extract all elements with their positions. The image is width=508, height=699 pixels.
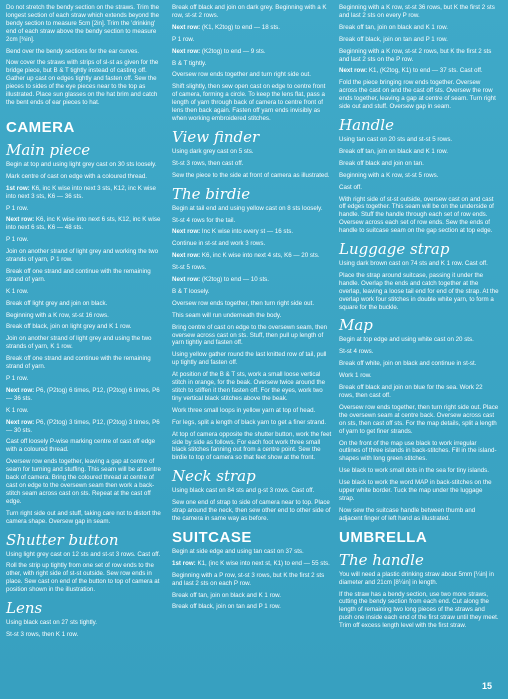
paragraph (172, 228, 332, 236)
paragraph: Using black cast on 84 sts and g-st 3 rows. Cast off. (172, 487, 315, 495)
paragraph: Begin at top and using light grey cast on 30 sts loosely. (6, 160, 157, 168)
paragraph: Cast off loosely P-wise marking centre of cast off edge with a coloured thread. (6, 438, 156, 454)
subsection-title-shutter-button: Shutter button (6, 530, 119, 549)
row-text: (K2tog) to end — 9 sts. (200, 47, 266, 55)
paragraph: Oversew row ends together, then turn right side out. (172, 299, 315, 307)
subsection-title-view-finder: View finder (172, 127, 260, 146)
paragraph: K 1 row. (6, 287, 29, 295)
paragraph: Break off light grey and join on black. (6, 299, 108, 307)
paragraph: Join on another strand of light grey and using the two strands of yarn, K 1 row. (6, 335, 152, 351)
subsection-title-main-piece: Main piece (6, 140, 91, 159)
paragraph: St-st 4 rows for the tail. (172, 216, 236, 224)
paragraph: Break off tan, join on black and K 1 row. (339, 23, 448, 31)
paragraph: K 1 row. (6, 406, 29, 414)
paragraph (172, 252, 332, 260)
row-text: K6, inc K wise into next 3 sts, K12, inc K wise into next 3 sts, K6 — 36 sts. (6, 184, 156, 200)
paragraph: Beginning with a K row, st-st 16 rows. (6, 311, 109, 319)
column-middle (172, 4, 332, 615)
paragraph: Continue in st-st and work 3 rows. (172, 240, 266, 248)
paragraph (6, 419, 164, 435)
paragraph: Using tan cast on 20 sts and st-st 5 rows. (339, 135, 453, 143)
section-title-suitcase: SUITCASE (172, 528, 252, 546)
row-label: Next row: (172, 47, 201, 55)
paragraph: On the front of the map use black to work irregular outlines of three islands in back-stitches. Fill in the island-shapes with long green stitches. (339, 439, 497, 463)
paragraph: Join on another strand of light grey and working the two strands of yarn, P 1 row. (6, 248, 159, 264)
paragraph (6, 216, 164, 232)
paragraph: P 1 row. (172, 35, 195, 43)
paragraph: B & T tightly. (172, 59, 207, 67)
row-text: P6, (P2tog) 3 times, P12, (P2tog) 3 times, P6 — 30 sts. (6, 418, 160, 434)
paragraph (6, 185, 164, 201)
subsection-title-birdie: The birdie (172, 184, 251, 203)
subsection-title-neck-strap: Neck strap (172, 467, 256, 486)
row-text: (K1, K2tog) to end — 18 sts. (200, 23, 280, 31)
paragraph: B & T loosely. (172, 287, 210, 295)
paragraph: Shift slightly, then sew open cast on edge to centre front of camera, forming a circle. To keep the lens flat, pass a length of yarn through back of camera to centre front of lens then back again. Fasten off yarn ends invisibly as when working embroidered stitches. (172, 83, 326, 122)
paragraph: If the straw has a bendy section, use two more straws, cutting the bendy section from each end. Cut along the length of remaining two long pieces of the straws and push one inside each end of the first straw until they meet. Trim off excess length level with the first straw. (339, 590, 499, 630)
paragraph: St-st 4 rows. (339, 348, 374, 356)
paragraph: Break off tan, join on black and K 1 row. (339, 147, 448, 155)
paragraph: Sew the piece to the side at front of camera as illustrated. (172, 171, 330, 179)
page-number: 15 (481, 681, 492, 691)
paragraph (172, 560, 332, 568)
paragraph: Begin at side edge and using tan cast on 37 sts. (172, 547, 304, 555)
subsection-title-handle: Handle (339, 115, 394, 134)
subsection-title-lens: Lens (6, 599, 43, 618)
row-text: P6, (P2tog) 6 times, P12, (P2tog) 6 times, P6 — 36 sts. (6, 386, 160, 402)
paragraph: Fold the piece bringing row ends together. Oversew across the cast on and the cast off sts. Oversew the row ends together, leaving a gap at centre of seam. Turn right side out and stuff. Oversew gap in seam. (339, 79, 496, 111)
row-text: K1, (inc K wise into next st, K1) to end — 55 sts. (195, 559, 330, 567)
row-label: Next row: (172, 228, 201, 236)
paragraph: Mark centre of cast on edge with a coloured thread. (6, 172, 148, 180)
paragraph: At position of the B & T sts, work a small loose vertical stitch in orange, for the beak. Oversew twice around the stitch to stiffen it then fasten off. For the eyes, work two tiny vertical black stitches above the beak. (172, 371, 326, 402)
row-label: Next row: (172, 276, 201, 284)
paragraph: Begin at top edge and using white cast on 20 sts. (339, 336, 474, 344)
paragraph: Oversew row ends together and turn right side out. (172, 71, 311, 79)
row-label: 1st row: (6, 184, 30, 192)
paragraph: Using dark brown cast on 74 sts and K 1 row. Cast off. (339, 260, 488, 268)
column-left (6, 4, 164, 643)
paragraph: Break off black, join on light grey and K 1 row. (6, 323, 132, 331)
paragraph: Work 1 row. (339, 372, 372, 380)
paragraph: Begin at tail end and using yellow cast on 8 sts loosely. (172, 204, 323, 212)
paragraph (172, 276, 332, 284)
paragraph: Work three small loops in yellow yarn at top of head. (172, 406, 316, 414)
paragraph: Break off black and join on blue for the sea. Work 22 rows, then cast off. (339, 384, 483, 399)
paragraph: Using light grey cast on 12 sts and st-st 3 rows. Cast off. (6, 550, 161, 558)
paragraph: Break off one strand and continue with the remaining strand of yarn. (6, 267, 151, 283)
paragraph: Sew one end of strap to side of camera near to top. Place strap around the neck, then sew other end to other side of the camera in same way as before. (172, 499, 331, 522)
paragraph: Break off white, join on black and continue in st-st. (339, 360, 477, 368)
paragraph: Break off black and join on tan. (339, 159, 424, 167)
paragraph: Break off one strand and continue with the remaining strand of yarn. (6, 355, 151, 371)
paragraph: Turn right side out and stuff, taking care not to distort the camera shape. Oversew gap in seam. (6, 509, 161, 525)
paragraph: Cast off. (339, 183, 362, 191)
paragraph: With right side of st-st outside, oversew cast on and cast off edges together. This seam will be on the underside of handle. Stuff the handle through each set of row ends. Oversew across each set of row ends. Sew the ends of handle to suitcase seam on the gap section at top edge. (339, 195, 494, 235)
paragraph: Using black cast on 27 sts tightly. (6, 619, 98, 627)
paragraph: Oversew row ends together, leaving a gap at centre of seam for turning and stuffing. This seam will be at centre back of camera. Bring the coloured thread at centre of cast on edge to the oversewn seam then work a back-stitch seam across cast on sts. Repeat at the cast off edge. (6, 458, 161, 505)
paragraph: Break off tan, join on black and K 1 row. (172, 591, 281, 599)
paragraph: St-st 3 rows, then K 1 row. (6, 630, 79, 638)
paragraph: You will need a plastic drinking straw about 5mm [¼in] in diameter and 21cm [8¼in] in length. (339, 570, 494, 586)
row-text: K6, inc K wise into next 4 sts, K6 — 20 sts. (200, 252, 320, 260)
paragraph: Beginning with a P row, st-st 3 rows, but K the first 2 sts and last 2 sts on each P row. (172, 571, 325, 587)
column-right (339, 4, 499, 634)
row-text: (K2tog) to end — 10 sts. (200, 276, 269, 284)
paragraph: Beginning with a K row, st-st 2 rows, but K the first 2 sts and last 2 sts on the P row. (339, 47, 492, 63)
row-text: Inc K wise into every st — 16 sts. (200, 228, 294, 236)
subsection-title-map: Map (339, 316, 373, 335)
paragraph: P 1 row. (6, 204, 29, 212)
paragraph: Do not stretch the bendy section on the straws. Trim the longest section of each straw which extends beyond the bendy section to measure 5cm [2in]. Trim the 'drinking' end of each straw above the bendy section to measure 2cm [¾in]. (6, 4, 160, 43)
paragraph: Break off black, join on tan and P 1 row. (339, 35, 448, 43)
paragraph (172, 24, 332, 32)
paragraph: This seam will run underneath the body. (172, 311, 282, 319)
paragraph: Roll the strip up tightly from one set of row ends to the other, with right side of st-st outside. Sew row ends in place. Sew cast on end of the button to top of camera at position shown in the illustration. (6, 562, 160, 594)
paragraph: Use black to work small dots in the sea for tiny islands. (339, 467, 489, 475)
row-label: Next row: (6, 216, 35, 224)
paragraph: Bring centre of cast on edge to the oversewn seam, then oversew across cast on sts. Stuff, then pull up length of yarn tightly and fasten off. (172, 323, 328, 347)
paragraph: St-st 3 rows, then cast off. (172, 159, 244, 167)
row-label: Next row: (339, 67, 368, 75)
row-label: Next row: (6, 418, 35, 426)
paragraph: Place the strap around suitcase, passing it under the handle. Overlap the ends and catch together at the overlap, leaving a loose tail end for end of the strap. At the overlap work four stitches in double white yarn, to form a square for the buckle. (339, 271, 499, 311)
paragraph: Oversew row ends together, then turn right side out. Place the oversewn seam at centre back. Oversew across cast on sts, then cast off sts. For the map details, split a length of yarn to get finer strands. (339, 403, 499, 435)
subsection-title-handle: The handle (339, 550, 424, 569)
paragraph: Using yellow gather round the last knitted row of tail, pull up tightly and fasten off. (172, 351, 327, 367)
row-label: Next row: (6, 386, 35, 394)
row-label: Next row: (172, 252, 201, 260)
paragraph: Bend over the bendy sections for the ear curves. (6, 47, 140, 55)
paragraph (6, 387, 164, 403)
section-title-umbrella: UMBRELLA (339, 528, 428, 546)
paragraph: Beginning with a K row, st-st 5 rows. (339, 171, 439, 179)
paragraph: St-st 5 rows. (172, 264, 207, 272)
paragraph: Use black to work the word MAP in back-stitches on the upper white border. Tuck the map under the luggage strap. (339, 479, 492, 502)
paragraph: P 1 row. (6, 236, 29, 244)
paragraph: Now cover the straws with strips of sl-st as given for the bridge piece, but B & T tightly instead of casting off. Gather up cast on edges tightly and fasten off. Sew the pieces to sides of the eye pieces near to the top as illustrated. Place sun glasses on the hat brim and catch the bent ends of ear pieces to hat. (6, 59, 159, 106)
section-title-camera: CAMERA (6, 118, 75, 136)
row-label: 1st row: (172, 559, 196, 567)
paragraph: Using dark grey cast on 5 sts. (172, 147, 254, 155)
paragraph (339, 67, 499, 75)
paragraph: Break off black, join on tan and P 1 row. (172, 603, 281, 611)
subsection-title-luggage-strap: Luggage strap (339, 240, 450, 259)
row-text: K6, inc K wise into next 6 sts, K12, inc K wise into next 6 sts, K6 — 48 sts. (6, 216, 161, 232)
paragraph: For legs, split a length of black yarn to get a finer strand. (172, 418, 327, 426)
paragraph: Break off black and join on dark grey. Beginning with a K row, st-st 2 rows. (172, 4, 327, 19)
paragraph (172, 48, 332, 56)
row-text: K1, (K2tog, K1) to end — 37 sts. Cast off. (367, 67, 483, 75)
row-label: Next row: (172, 23, 201, 31)
paragraph: Now sew the suitcase handle between thumb and adjacent finger of left hand as illustrated. (339, 506, 476, 522)
paragraph: P 1 row. (6, 375, 29, 382)
paragraph: Beginning with a K row, st-st 36 rows, but K the first 2 sts and last 2 sts on every P row. (339, 4, 495, 19)
paragraph: At top of camera opposite the shutter button, work the feet side by side as follows. For each foot work three small black stitches fanning out from a centre point. Sew the birdie to top of camera so that feet show at the front. (172, 430, 332, 462)
